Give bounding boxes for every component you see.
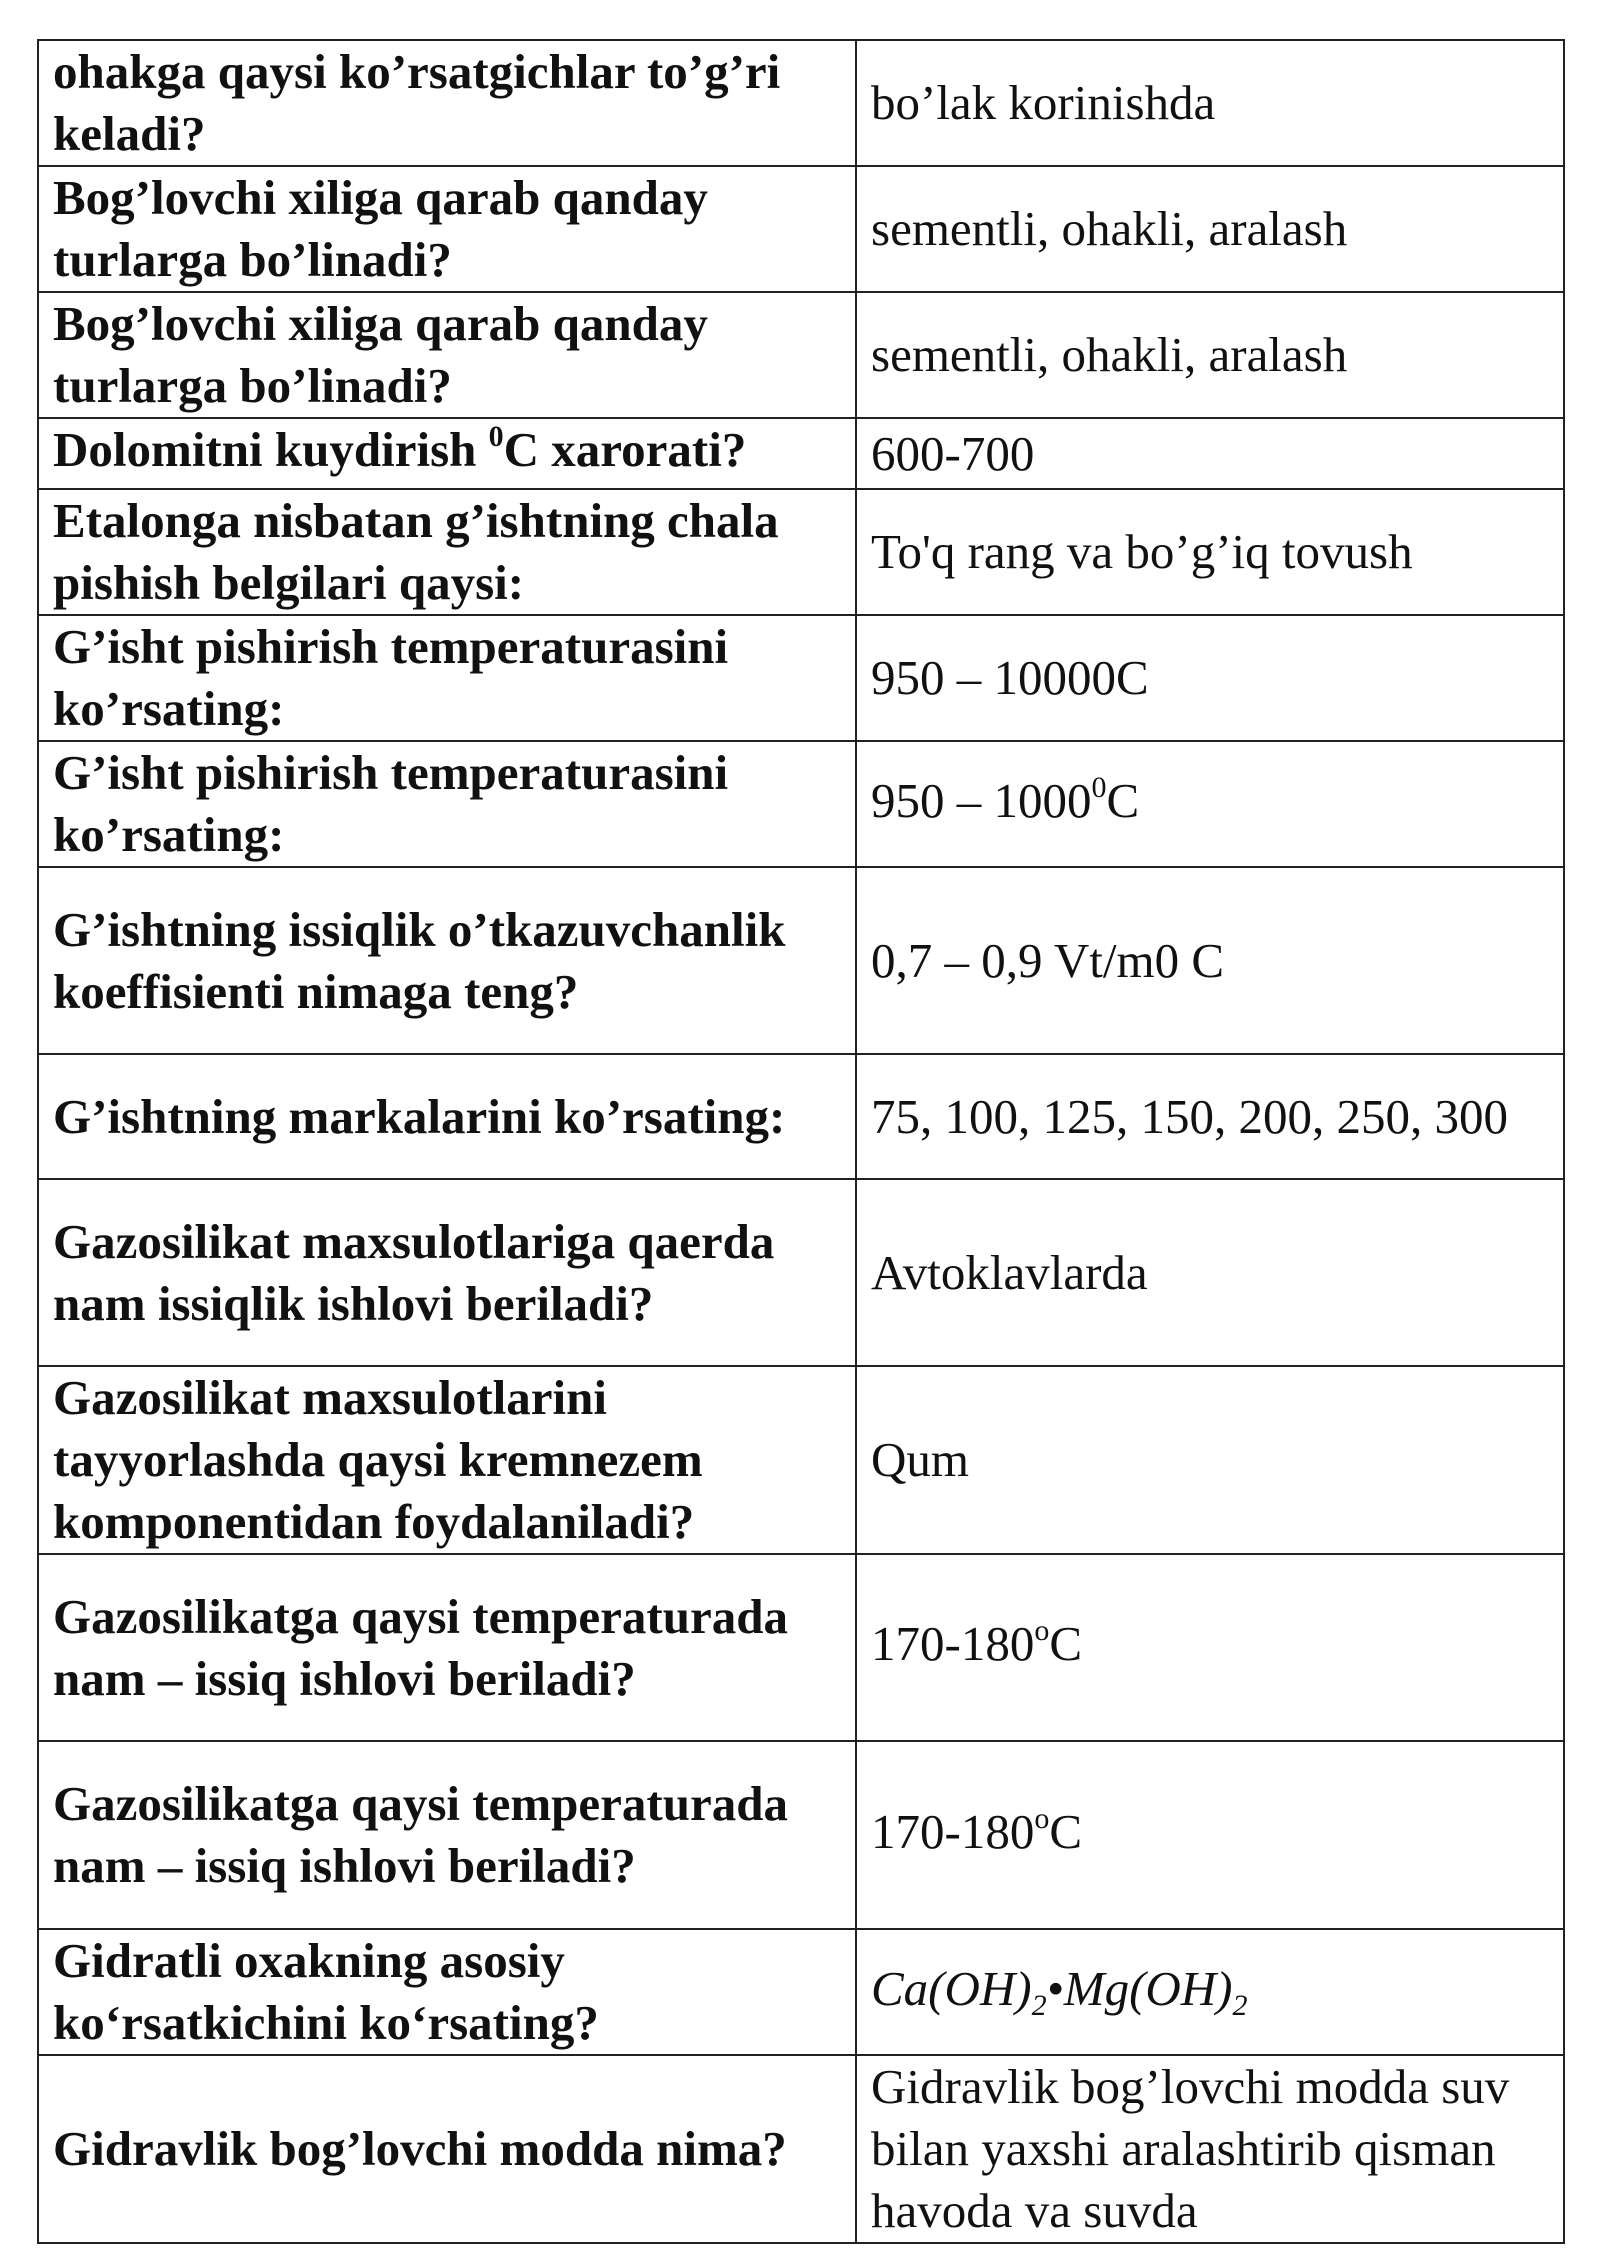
question-cell: Gazosilikatga qaysi temperaturada nam – issiq ishlovi beriladi? [38,1741,856,1929]
table-row [38,1929,1564,2055]
table-row [38,292,1564,418]
answer-cell [856,1929,1564,2055]
answer-cell: Gidravlik bog’lovchi modda suv bilan yaxshi aralashtirib qisman havoda va suvda [856,2055,1564,2243]
degree-superscript: 0 [488,420,504,453]
answer-cell: 75, 100, 125, 150, 200, 250, 300 [856,1054,1564,1179]
table-row [38,166,1564,292]
question-cell: Bog’lovchi xiliga qarab qanday turlarga bo’linadi? [38,292,856,418]
question-cell: G’isht pishirish temperaturasini ko’rsating: [38,615,856,741]
question-cell: G’isht pishirish temperaturasini ko’rsating: [38,741,856,867]
question-cell: Gidravlik bog’lovchi modda nima? [38,2055,856,2243]
table-row [38,1054,1564,1179]
answer-text: 950 – 1000 [871,772,1092,828]
table-row [38,1741,1564,1929]
question-text: C xarorati? [503,422,747,477]
answer-cell: sementli, ohakli, aralash [856,166,1564,292]
answer-cell: To'q rang va bo’g’iq tovush [856,489,1564,615]
answer-cell: 600-700 [856,418,1564,489]
table-row [38,1179,1564,1366]
qa-table [37,39,1565,2244]
answer-text: 170-180 [871,1803,1035,1859]
answer-text: C [1049,1616,1083,1671]
answer-text: C [1106,772,1140,828]
question-cell: Gazosilikat maxsulotlariga qaerda nam issiqlik ishlovi beriladi? [38,1179,856,1366]
formula-text: •Mg(OH) [1046,1960,1233,2016]
answer-text: 170-180 [871,1616,1035,1671]
question-cell: ohakga qaysi ko’rsatgichlar to’g’ri keladi? [38,40,856,166]
answer-cell [856,741,1564,867]
answer-cell: 950 – 10000C [856,615,1564,741]
formula-text: Ca(OH) [871,1960,1032,2016]
table-row [38,615,1564,741]
question-cell: G’ishtning markalarini ko’rsating: [38,1054,856,1179]
answer-cell: Avtoklavlarda [856,1179,1564,1366]
table-row [38,1554,1564,1741]
answer-cell [856,1741,1564,1929]
question-cell: Gidratli oxakning asosiy ko‘rsatkichini ko‘rsating? [38,1929,856,2055]
question-cell: Bog’lovchi xiliga qarab qanday turlarga bo’linadi? [38,166,856,292]
answer-text: C [1049,1803,1083,1859]
degree-superscript: 0 [1091,770,1107,804]
question-cell: Gazosilikat maxsulotlarini tayyorlashda qaysi kremnezem komponentidan foydalaniladi? [38,1366,856,1554]
formula-subscript: 2 [1232,1988,1248,2022]
question-cell [38,418,856,489]
question-cell: Etalonga nisbatan g’ishtning chala pishish belgilari qaysi: [38,489,856,615]
table-row [38,40,1564,166]
table-row [38,867,1564,1054]
degree-superscript: o [1034,1801,1050,1835]
table-row [38,2055,1564,2243]
question-cell: G’ishtning issiqlik o’tkazuvchanlik koeffisienti nimaga teng? [38,867,856,1054]
formula-subscript: 2 [1031,1988,1047,2022]
table-row [38,741,1564,867]
answer-cell: sementli, ohakli, aralash [856,292,1564,418]
question-cell: Gazosilikatga qaysi temperaturada nam – issiq ishlovi beriladi? [38,1554,856,1741]
table-row [38,1366,1564,1554]
answer-cell [856,1554,1564,1741]
answer-cell: 0,7 – 0,9 Vt/m0 C [856,867,1564,1054]
question-text: Dolomitni kuydirish [53,422,489,477]
table-row [38,489,1564,615]
answer-cell: bo’lak korinishda [856,40,1564,166]
answer-cell: Qum [856,1366,1564,1554]
table-row [38,418,1564,489]
degree-superscript: o [1034,1614,1050,1647]
